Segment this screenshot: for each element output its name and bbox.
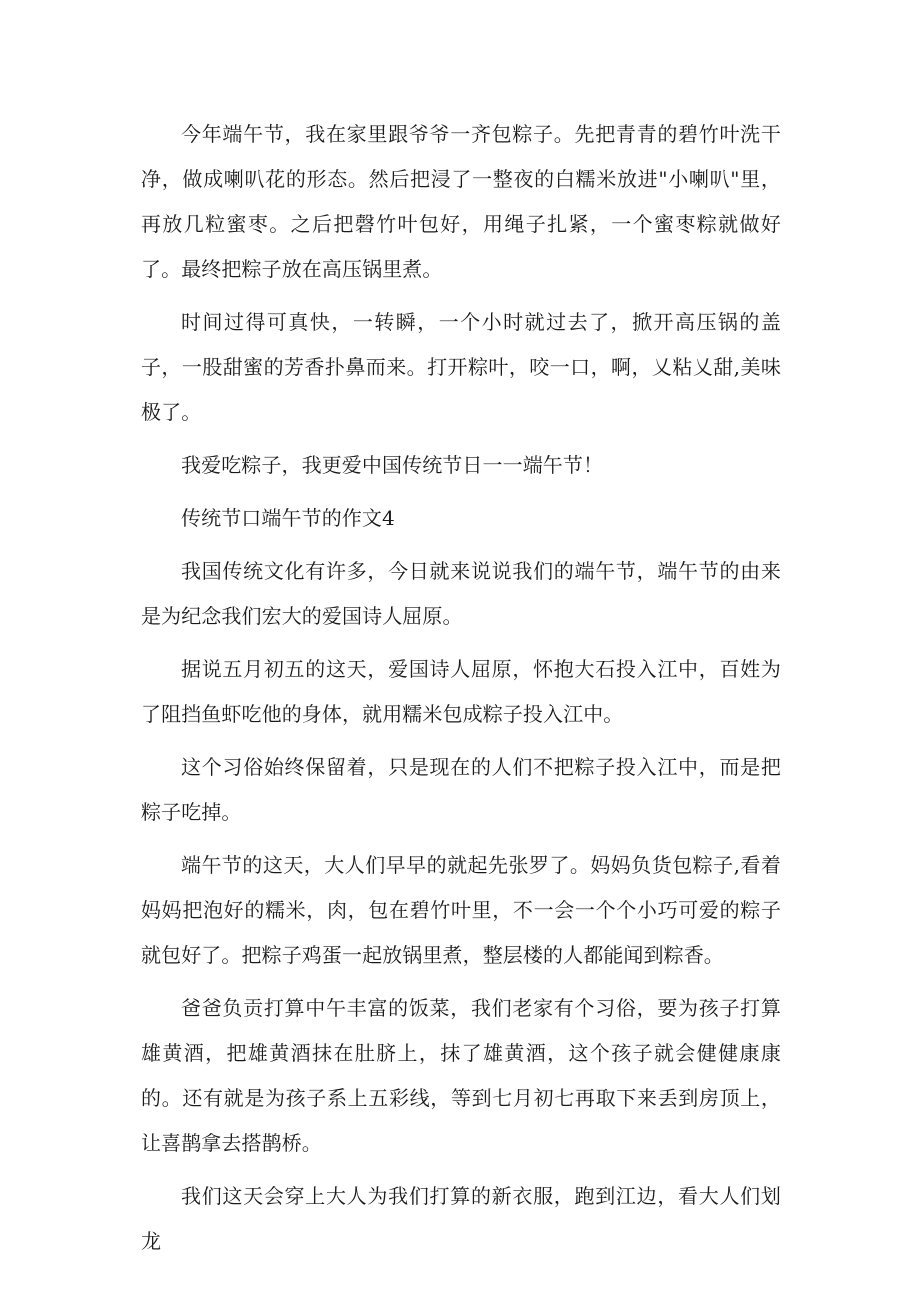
paragraph-zongzi-making: 今年端午节，我在家里跟爷爷一齐包粽子。先把青青的碧竹叶洗干净，做成喇叭花的形态。然后把浸了一整夜的白糯米放进"小喇叭"里，再放几粒蜜枣。之后把磬竹叶包好，用绳子扎紧，一个蜜枣粽就做好了。最终把粽子放在高压锅里煮。	[141, 122, 781, 281]
paragraph-festival-day: 端午节的这天，大人们早早的就起先张罗了。妈妈负货包粽子,看着妈妈把泡好的糯米，肉，包在碧竹叶里，不一会一个个小巧可爱的粽子就包好了。把粽子鸡蛋一起放锅里煮，整层楼的人都能闻到粽香。	[141, 853, 781, 967]
paragraph-qu-yuan: 据说五月初五的这天，爱国诗人屈原，怀抱大石投入江中，百姓为了阻挡鱼虾吃他的身体，就用糯米包成粽子投入江中。	[141, 657, 781, 726]
essay-heading: 传统节口端午节的作文4	[181, 506, 395, 530]
document-body	[141, 112, 781, 1264]
paragraph-love-festival: 我爱吃粽子，我更爱中国传统节日一一端午节！	[181, 453, 604, 477]
paragraph-origin: 我国传统文化有许多，今日就来说说我们的端午节，端午节的由来是为纪念我们宏大的爱国诗人屈原。	[141, 559, 781, 628]
paragraph-realgar-wine: 爸爸负贡打算中午丰富的饭菜，我们老家有个习俗，要为孩子打算雄黄酒，把雄黄酒抹在肚脐上，抹了雄黄酒，这个孩子就会健健康康的。还有就是为孩子系上五彩线，等到七月初七再取下来丢到房顶上，让喜鹊拿去搭鹊桥。	[141, 996, 781, 1155]
paragraph-custom: 这个习俗始终保留着，只是现在的人们不把粽子投入江中，而是把粽子吃掉。	[141, 755, 781, 824]
paragraph-cooking-result: 时间过得可真快，一转瞬，一个小时就过去了，掀开高压锅的盖子，一股甜蜜的芳香扑鼻而来。打开粽叶，咬一口，啊，乂粘乂甜,美味极了。	[141, 310, 781, 424]
paragraph-new-clothes: 我们这天会穿上大人为我们打算的新衣服，跑到江边，看大人们划龙	[141, 1184, 781, 1253]
